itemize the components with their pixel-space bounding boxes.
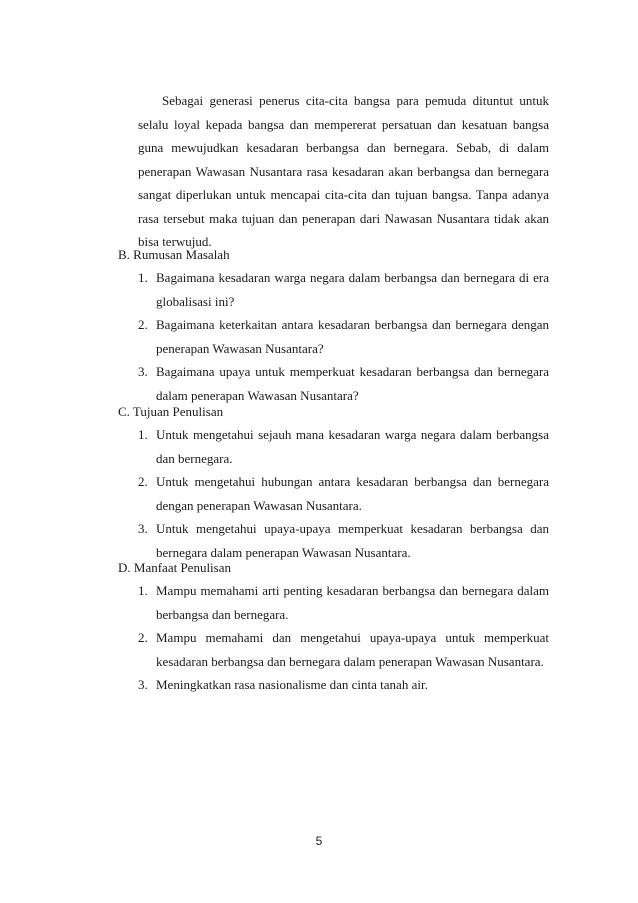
list-item bbox=[138, 470, 549, 517]
list-item bbox=[138, 673, 549, 697]
section-heading-tujuan-penulisan: C. Tujuan Penulisan bbox=[118, 404, 224, 419]
list-item-text: Untuk mengetahui upaya-upaya memperkuat kesadaran berbangsa dan bernegara dalam penerapan Wawasan Nusantara. bbox=[156, 521, 549, 560]
intro-paragraph-text: Sebagai generasi penerus cita-cita bangsa para pemuda dituntut untuk selalu loyal kepada bangsa dan mempererat persatuan dan kesatuan bangsa guna mewujudkan kesadaran berbangsa dan bernegara. Sebab, di dalam penerapan Wawasan Nusantara rasa kesadaran akan berbangsa dan bernegara sangat diperlukan untuk mencapai cita-cita dan tujuan bangsa. Tanpa adanya rasa tersebut maka tujuan dan penerapan dari Nawasan Nusantara tidak akan bisa terwujud. bbox=[138, 93, 549, 249]
list-item bbox=[138, 360, 549, 407]
intro-paragraph bbox=[138, 89, 549, 254]
list-item-text: Mampu memahami dan mengetahui upaya-upaya untuk memperkuat kesadaran berbangsa dan bernegara dalam penerapan Wawasan Nusantara. bbox=[156, 630, 549, 669]
list-item-number: 2. bbox=[138, 317, 148, 332]
list-item-text: Untuk mengetahui sejauh mana kesadaran warga negara dalam berbangsa dan bernegara. bbox=[156, 427, 549, 466]
list-item-number: 3. bbox=[138, 521, 148, 536]
list-item-number: 3. bbox=[138, 364, 148, 379]
list-item-number: 1. bbox=[138, 583, 148, 598]
list-item-number: 1. bbox=[138, 427, 148, 442]
list-item-text: Meningkatkan rasa nasionalisme dan cinta tanah air. bbox=[156, 677, 428, 692]
list-item bbox=[138, 266, 549, 313]
list-item-text: Bagaimana kesadaran warga negara dalam berbangsa dan bernegara di era globalisasi ini? bbox=[156, 270, 549, 309]
list-item bbox=[138, 579, 549, 626]
list-item bbox=[138, 626, 549, 673]
list-item-text: Bagaimana keterkaitan antara kesadaran berbangsa dan bernegara dengan penerapan Wawasan Nusantara? bbox=[156, 317, 549, 356]
rumusan-masalah-list bbox=[138, 266, 549, 407]
list-item-text: Untuk mengetahui hubungan antara kesadaran berbangsa dan bernegara dengan penerapan Wawasan Nusantara. bbox=[156, 474, 549, 513]
list-item bbox=[138, 313, 549, 360]
list-item bbox=[138, 517, 549, 564]
list-item-number: 2. bbox=[138, 474, 148, 489]
manfaat-penulisan-list bbox=[138, 579, 549, 697]
tujuan-penulisan-list bbox=[138, 423, 549, 564]
list-item-number: 2. bbox=[138, 630, 148, 645]
list-item-number: 1. bbox=[138, 270, 148, 285]
page-number: 5 bbox=[315, 834, 323, 848]
section-heading-manfaat-penulisan: D. Manfaat Penulisan bbox=[118, 560, 232, 575]
list-item bbox=[138, 423, 549, 470]
list-item-number: 3. bbox=[138, 677, 148, 692]
list-item-text: Bagaimana upaya untuk memperkuat kesadaran berbangsa dan bernegara dalam penerapan Wawasan Nusantara? bbox=[156, 364, 549, 403]
list-item-text: Mampu memahami arti penting kesadaran berbangsa dan bernegara dalam berbangsa dan bernegara. bbox=[156, 583, 549, 622]
section-heading-rumusan-masalah: B. Rumusan Masalah bbox=[118, 247, 230, 262]
